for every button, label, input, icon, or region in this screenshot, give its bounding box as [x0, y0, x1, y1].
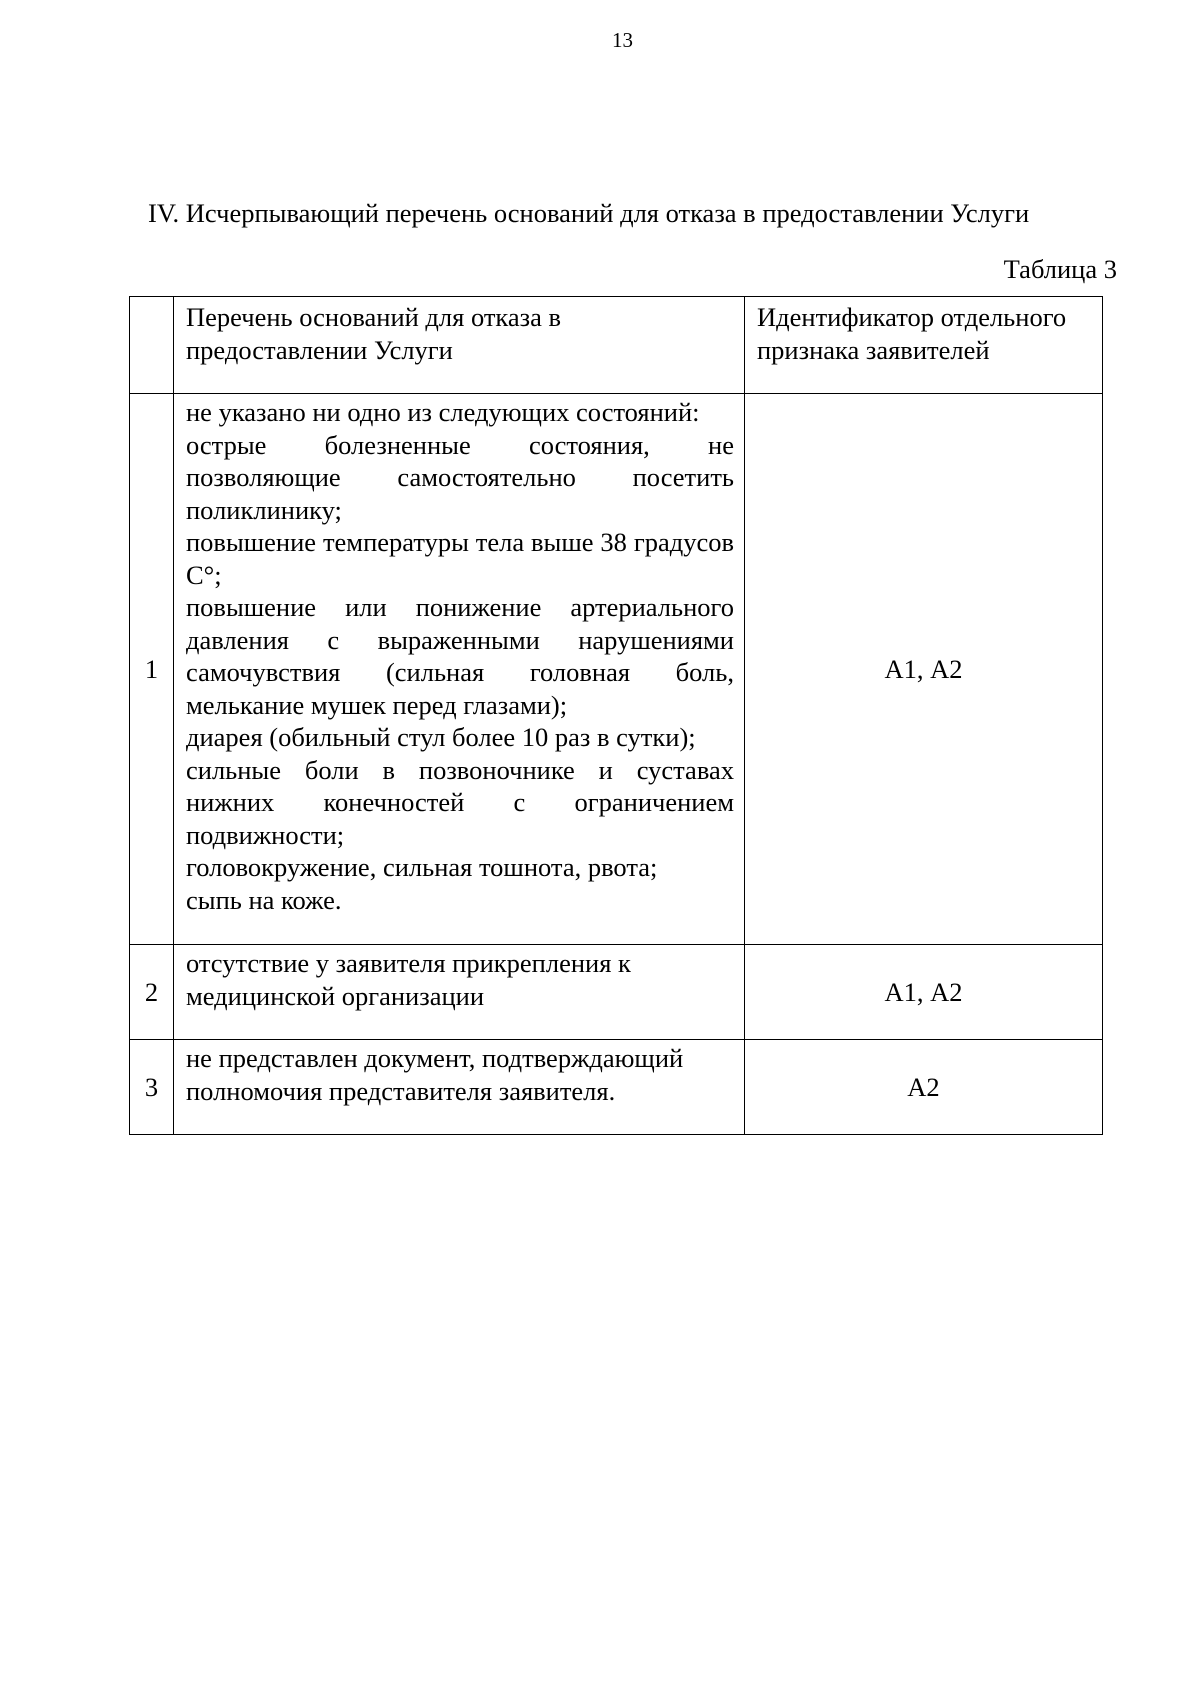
identifier-cell: А1, А2: [745, 394, 1103, 945]
grounds-table: [129, 296, 1103, 1135]
grounds-line: не представлен документ, подтверждающий полномочия представителя заявителя.: [186, 1043, 684, 1106]
header-grounds-cell: Перечень оснований для отказа в предоставлении Услуги: [174, 297, 745, 394]
grounds-line: сильные боли в позвоночнике и суставах нижних конечностей с ограничением подвижности;: [186, 754, 734, 850]
grounds-line: повышение температуры тела выше 38 градусов С°;: [186, 527, 734, 590]
grounds-line: головокружение, сильная тошнота, рвота;: [186, 852, 658, 882]
identifier-cell: А1, А2: [745, 945, 1103, 1040]
table-row: [130, 394, 1103, 945]
grounds-cell: [174, 394, 745, 945]
grounds-cell: [174, 945, 745, 1040]
table-header-row: [130, 297, 1103, 394]
header-identifier-cell: Идентификатор отдельного признака заявителей: [745, 297, 1103, 394]
row-number: 2: [130, 945, 174, 1040]
identifier-cell: А2: [745, 1040, 1103, 1135]
table-row: [130, 945, 1103, 1040]
section-title: IV. Исчерпывающий перечень оснований для отказа в предоставлении Услуги: [148, 198, 1030, 228]
row-number: 3: [130, 1040, 174, 1135]
table-caption: Таблица 3: [1003, 254, 1117, 284]
grounds-cell: [174, 1040, 745, 1135]
row-number: 1: [130, 394, 174, 945]
grounds-line: острые болезненные состояния, не позволяющие самостоятельно посетить поликлинику;: [186, 429, 734, 525]
page-number: 13: [612, 28, 633, 52]
header-num-cell: [130, 297, 174, 394]
table-row: [130, 1040, 1103, 1135]
grounds-line: повышение или понижение артериального давления с выраженными нарушениями самочувствия (сильная головная боль, мелькание мушек перед глазами);: [186, 592, 734, 720]
grounds-line: диарея (обильный стул более 10 раз в сутки);: [186, 722, 696, 752]
grounds-line: не указано ни одно из следующих состояний:: [186, 397, 700, 427]
grounds-line: сыпь на коже.: [186, 884, 342, 915]
grounds-line: отсутствие у заявителя прикрепления к медицинской организации: [186, 948, 631, 1011]
